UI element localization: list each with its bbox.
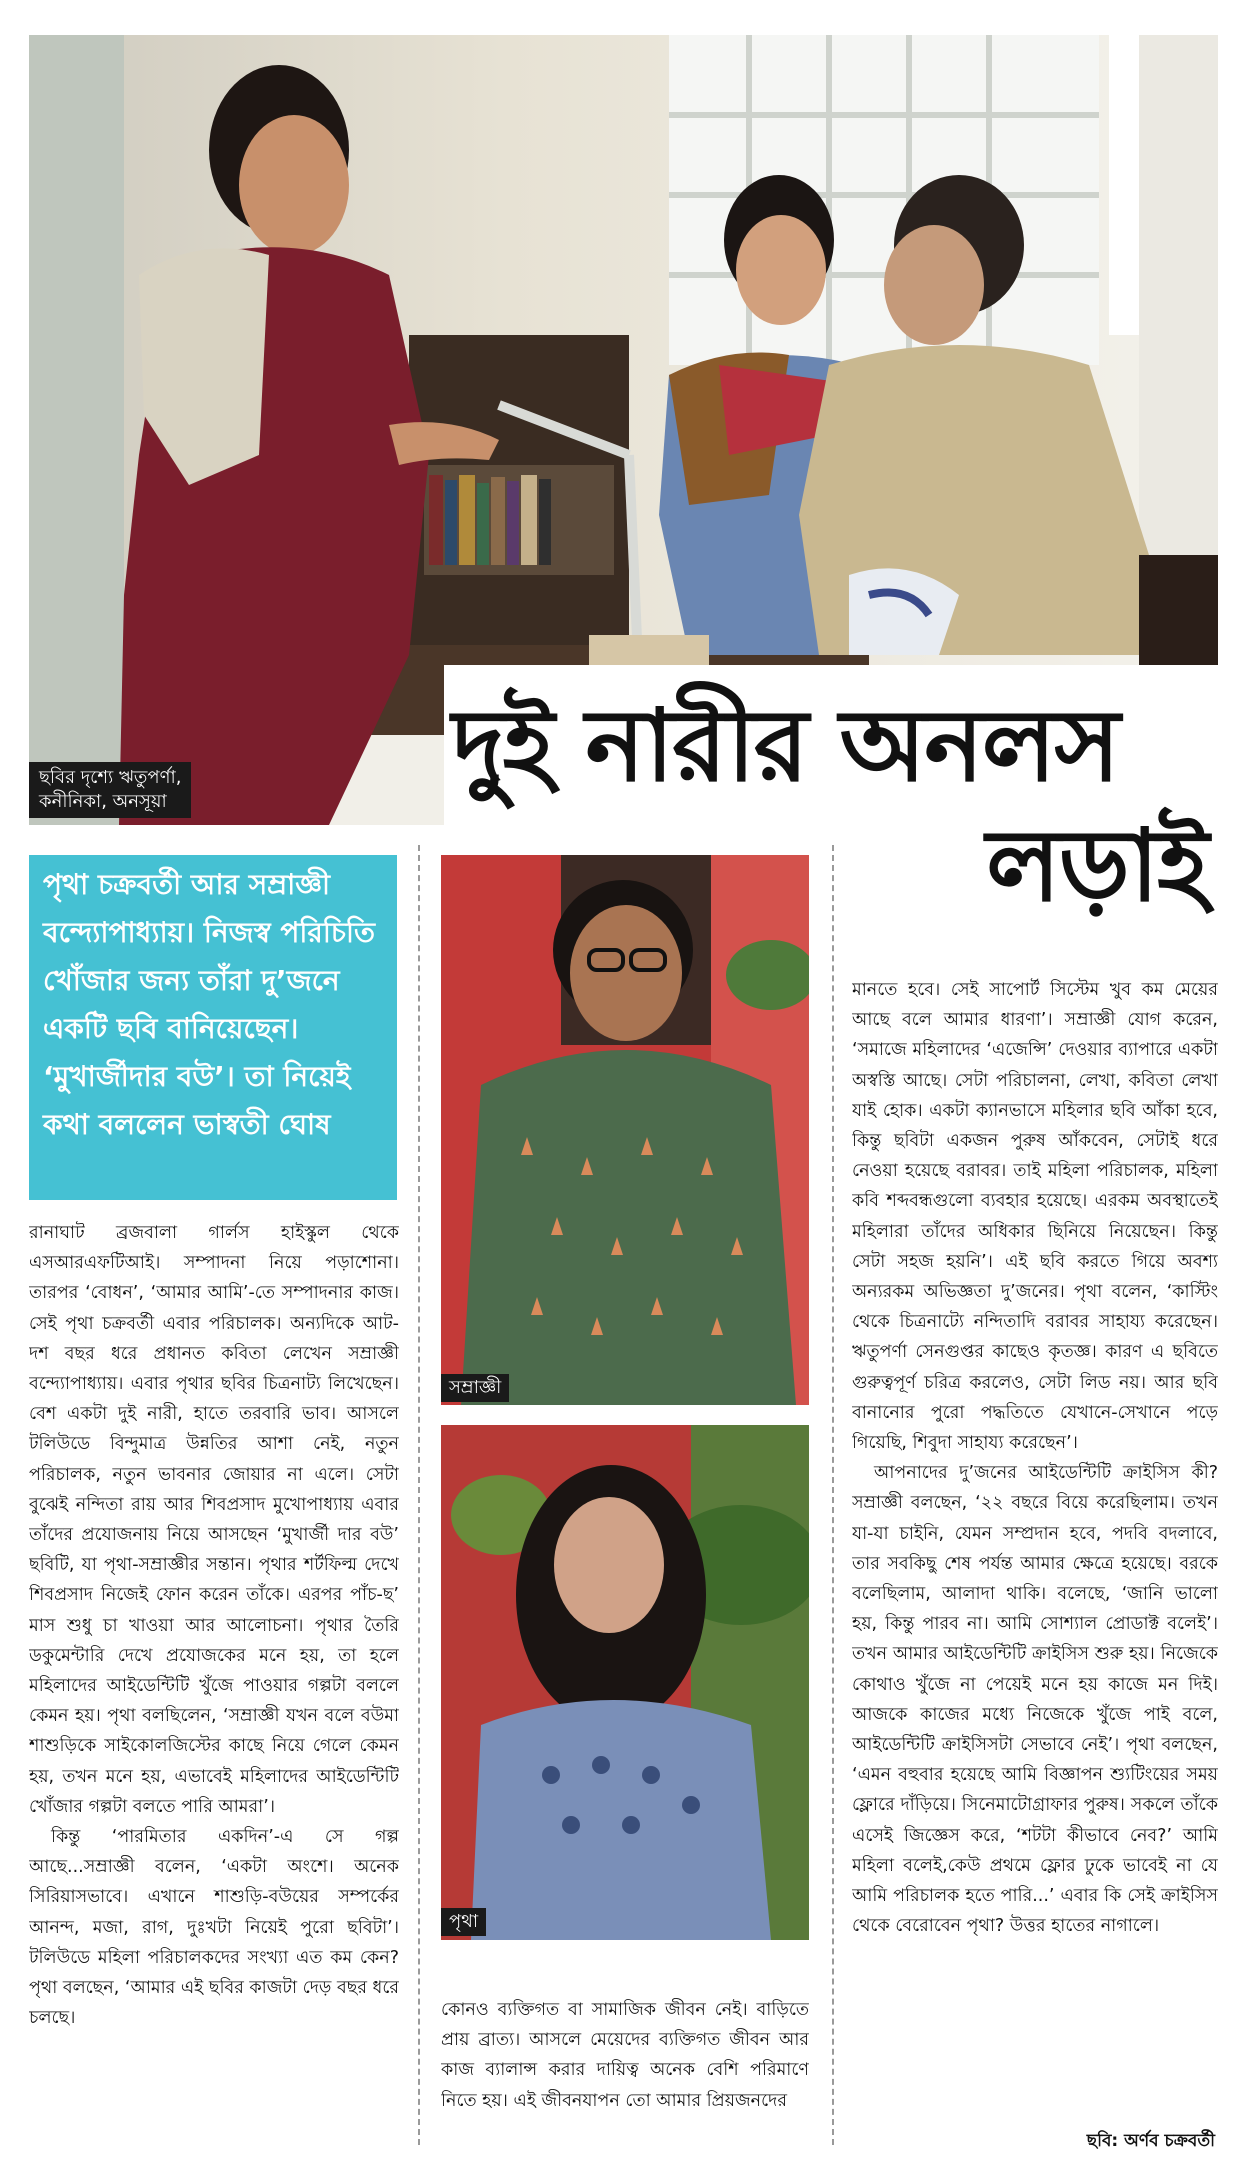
- caption-samragni: সম্রাজ্ঞী: [441, 1374, 509, 1402]
- headline-line-2: লড়াই: [986, 806, 1207, 924]
- column-3-paragraph-1: মানতে হবে। সেই সাপোর্ট সিস্টেম খুব কম মেয়ের আছে বলে আমার ধারণা’। সম্রাজ্ঞী যোগ করেন, ‘সমাজে মহিলাদের ‘এজেন্সি’ দেওয়ার ব্যাপারে একটা অস্বস্তি আছে। সেটা পরিচালনা, লেখা, কবিতা লেখা যাই হোক। একটা ক্যানভাসে মহিলার ছবি আঁকা হবে, কিন্তু ছবিটা একজন পুরুষ আঁকবেন, সেটাই ধরে নেওয়া হয়েছে বরাবর। তাই মহিলা পরিচালক, মহিলা কবি শব্দবন্ধগুলো ব্যবহার হয়েছে। এরকম অবস্থাতেই মহিলারা তাঁদের অধিকার ছিনিয়ে নিয়েছেন। কিন্তু সেটা সহজ হয়নি’। এই ছবি করতে গিয়ে অবশ্য অন্যরকম অভিজ্ঞতা দু’জনের। পৃথা বলেন, ‘কাস্টিং থেকে চিত্রনাট্যে নন্দিতাদি বরাবর সাহায্য করেছেন। ঋতুপর্ণা সেনগুপ্তর কাছেও কৃতজ্ঞ। কারণ এ ছবিতে গুরুত্বপূর্ণ চরিত্র করলেও, সেটা লিড নয়। আর ছবি বানানোর পুরো পদ্ধতিতে যেখানে-সেখানে পড়ে গিয়েছি, শিবুদা সাহায্য করেছেন’।: [852, 980, 1218, 1454]
- photo-prithaa: [441, 1425, 809, 1940]
- caption-line-1: ছবির দৃশ্যে ঋতুপর্ণা,: [39, 767, 182, 788]
- column-divider-right: [832, 845, 834, 2145]
- teaser-box: পৃথা চক্রবর্তী আর সম্রাজ্ঞী বন্দ্যোপাধ্যায়। নিজস্ব পরিচিতি খোঁজার জন্য তাঁরা দু’জনে একটি ছবি বানিয়েছেন। ‘মুখার্জীদার বউ’। তা নিয়েই কথা বললেন ভাস্বতী ঘোষ: [29, 855, 397, 1200]
- main-photo-caption: [29, 762, 191, 818]
- caption-line-2: কনীনিকা, অনসূয়া: [39, 791, 167, 812]
- photo-samragni: [441, 855, 809, 1405]
- article-column-2: [441, 1995, 809, 2155]
- column-3-paragraph-2: আপনাদের দু’জনের আইডেন্টিটি ক্রাইসিস কী? সম্রাজ্ঞী বলছেন, ‘২২ বছরে বিয়ে করেছিলাম। তখন যা-যা চাইনি, যেমন সম্প্রদান হবে, পদবি বদলাবে, তার সবকিছু শেষ পর্যন্ত আমার ক্ষেত্রে হয়েছে। বরকে বলেছিলাম, আলাদা থাকি। বলেছে, ‘জানি ভালো হয়, কিন্তু পারব না। আমি সোশ্যাল প্রোডাক্ট বলেই’। তখন আমার আইডেন্টিটি ক্রাইসিস শুরু হয়। নিজেকে কোথাও খুঁজে না পেয়েই মনে হয় কাজে মন দিই। আজকে কাজের মধ্যে নিজেকে খুঁজে পাই বলে, আইডেন্টিটি ক্রাইসিসটা সেভাবে নেই’। পৃথা বলছেন, ‘এমন বহুবার হয়েছে আমি বিজ্ঞাপন শ্যুটিংয়ের সময় ফ্লোরে দাঁড়িয়ে। সিনেমাটোগ্রাফার পুরুষ। সকলে তাঁকে এসেই জিজ্ঞেস করে, ‘শটটা কীভাবে নেব?’ আমি মহিলা বলেই,কেউ প্রথমে ফ্লোর ঢুকে ভাবেই না যে আমি পরিচালক হতে পারি...’ এবার কি সেই ক্রাইসিস থেকে বেরোবেন পৃথা? উত্তর হাতের নাগালে।: [852, 1463, 1218, 1937]
- article-column-3: [852, 975, 1218, 2125]
- column-divider-left: [418, 845, 420, 2145]
- column-1-paragraph-1: রানাঘাট ব্রজবালা গার্লস হাইস্কুল থেকে এসআরএফটিআই। সম্পাদনা নিয়ে পড়াশোনা। তারপর ‘বোধন’, ‘আমার আমি’-তে সম্পাদনার কাজ। সেই পৃথা চক্রবর্তী এবার পরিচালক। অন্যদিকে আট-দশ বছর ধরে প্রধানত কবিতা লেখেন সম্রাজ্ঞী বন্দ্যোপাধ্যায়। এবার পৃথার ছবির চিত্রনাট্য লিখেছেন। বেশ একটা দুই নারী, হাতে তরবারি ভাব। আসলে টলিউডে বিন্দুমাত্র উন্নতির আশা নেই, নতুন পরিচালক, নতুন ভাবনার জোয়ার না এলে। সেটা বুঝেই নন্দিতা রায় আর শিবপ্রসাদ মুখোপাধ্যায় এবার তাঁদের প্রযোজনায় নিয়ে আসছেন ‘মুখার্জী দার বউ’ ছবিটি, যা পৃথা-সম্রাজ্ঞীর সন্তান। পৃথার শর্টফিল্ম দেখে শিবপ্রসাদ নিজেই ফোন করেন তাঁকে। এরপর পাঁচ-ছ’ মাস শুধু চা খাওয়া আর আলোচনা। পৃথার তৈরি ডকুমেন্টারি দেখে প্রযোজকের মনে হয়, তা হলে মহিলাদের আইডেন্টিটি খুঁজে পাওয়ার গল্পটা বললে কেমন হয়। পৃথা বলছিলেন, ‘সম্রাজ্ঞী যখন বলে বউমা শাশুড়িকে সাইকোলজিস্টের কাছে নিয়ে গেলে কেমন হয়, তখন মনে হয়, এভাবেই মহিলাদের আইডেন্টিটি খোঁজার গল্পটা বলতে পারি আমরা’।: [29, 1223, 399, 1817]
- column-2-paragraph-1: কোনও ব্যক্তিগত বা সামাজিক জীবন নেই। বাড়িতে প্রায় ব্রাত্য। আসলে মেয়েদের ব্যক্তিগত জীবন আর কাজ ব্যালান্স করার দায়িত্ব অনেক বেশি পরিমাণে নিতে হয়। এই জীবনযাপন তো আমার প্রিয়জনদের: [441, 2000, 809, 2111]
- article-column-1: [29, 1218, 399, 2158]
- column-1-paragraph-2: কিন্তু ‘পারমিতার একদিন’-এ সে গল্প আছে...সম্রাজ্ঞী বলেন, ‘একটা অংশে। অনেক সিরিয়াসভাবে। এখানে শাশুড়ি-বউয়ের সম্পর্কের আনন্দ, মজা, রাগ, দুঃখটা নিয়েই পুরো ছবিটা’। টলিউডে মহিলা পরিচালকদের সংখ্যা এত কম কেন? পৃথা বলছেন, ‘আমার এই ছবির কাজটা দেড় বছর ধরে চলছে।: [29, 1827, 399, 2029]
- caption-prithaa: পৃথা: [441, 1908, 486, 1936]
- headline-line-1: দুই নারীর অনলস: [452, 686, 1119, 804]
- photo-credit: ছবি: অর্ণব চক্রবর্তী: [1086, 2131, 1215, 2151]
